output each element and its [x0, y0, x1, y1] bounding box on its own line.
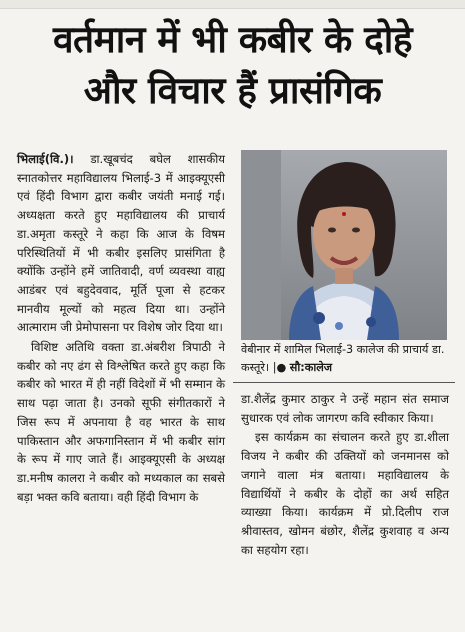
top-strip [0, 0, 465, 9]
article-paragraph-2: विशिष्ट अतिथि वक्ता डा.अंबरीश त्रिपाठी ने कबीर को नए ढंग से विश्लेषित करते हुए कहा कि कबीर को भारत में ही नहीं विदेशों में भी सम्मान के साथ पढ़ा जाता है। उनको सूफी संगीतकारों ने जिस रूप में अपनाया है वह भारत के साथ पाकिस्तान और अफगानिस्तान में भी कबीर सांग के रूप में गाए जाते हैं। आइक्यूएसी के अध्यक्ष डा.मनीष कालरा ने कबीर को मध्यकाल का सबसे बड़ा भक्त कवि बताया। वही हिंदी विभाग के [17, 340, 225, 504]
caption-divider [233, 382, 455, 383]
article-paragraph-1-text: डा.खूबचंद बघेल शासकीय स्नातकोत्तर महाविद्यालय भिलाई-3 में आइक्यूएसी एवं हिंदी विभाग द्वारा कबीर जयंती मनाई गई। अध्यक्षता करते हुए महाविद्यालय की प्राचार्य डा.अमृता कस्तूरे ने कहा कि आज के विषम परिस्थितियों में भी कबीर इसलिए प्रासंगिता है क्योंकि उन्होंने हमें जातिवादी, वर्ण व्यवस्था वाह्य आडंबर एवं बहुदेववाद, मूर्ति पूजा से हटकर मानवीय मूल्यों को महत्व दिया था। उन्होंने आत्माराम जी प्रेमोपासना पर विशेष जोर दिया था। [17, 152, 225, 335]
photo-caption-text: वेबीनार में शामिल भिलाई-3 कालेज की प्राचार्य डा. कस्तूरे। [241, 343, 445, 374]
photo-credit-separator: |● [272, 361, 287, 374]
news-photo [241, 150, 447, 340]
dateline: भिलाई(वि.)। [17, 152, 74, 166]
portrait-illustration [241, 150, 447, 340]
article-paragraph-4: इस कार्यक्रम का संचालन करते हुए डा.शीला विजय ने कबीर की उक्तियों को जनमानस को जगाने वाला मंत्र बताया। महाविद्यालय के विद्यार्थियों ने कबीर के दोहों का अर्थ सहित व्याख्या किया। कार्यक्रम में प्रो.दिलीप राज श्रीवास्तव, खोमन बंछोर, शैलेंद्र कुशवाह व अन्य का सहयोग रहा। [241, 430, 449, 557]
photo-caption [241, 341, 447, 377]
article-paragraph-1 [17, 150, 225, 337]
photo-credit: सौ:कालेज [289, 361, 333, 374]
headline-line-1: वर्तमान में भी कबीर के दोहे [52, 18, 413, 61]
headline [10, 14, 455, 116]
article-column-left [17, 150, 225, 506]
article-paragraph-3: डा.शैलेंद्र कुमार ठाकुर ने उन्हें महान संत समाज सुधारक एवं लोक जागरण कवि स्वीकार किया। [241, 392, 449, 425]
article-column-right [241, 390, 449, 559]
headline-line-2: और विचार हैं प्रासंगिक [83, 69, 382, 112]
